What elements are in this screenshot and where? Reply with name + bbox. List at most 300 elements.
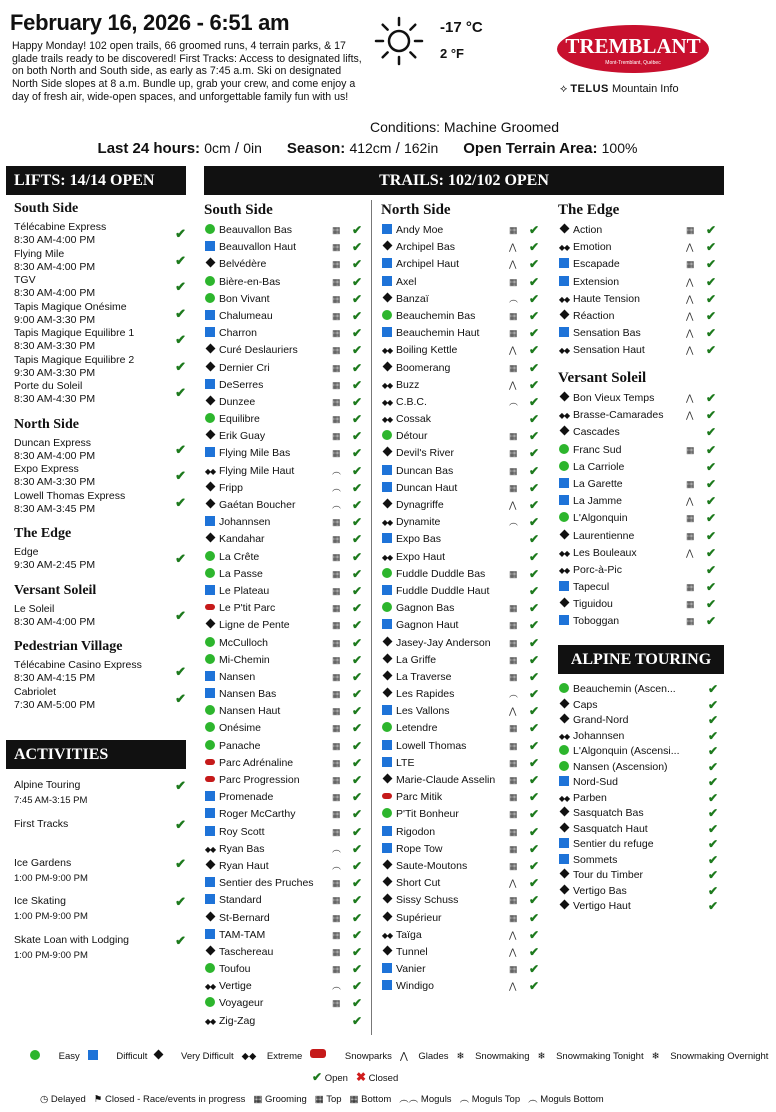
trail-name: Standard xyxy=(219,894,262,907)
trail-row[interactable] xyxy=(558,274,722,291)
sun-icon xyxy=(374,16,424,71)
open-check-icon: ✔ xyxy=(352,824,363,839)
lift-row[interactable] xyxy=(14,659,186,686)
trail-row[interactable] xyxy=(558,459,722,476)
difficult-icon xyxy=(205,826,215,836)
trail-row[interactable] xyxy=(558,442,722,459)
difficulty-symbol xyxy=(204,738,216,755)
grooming-icon: ▦ xyxy=(509,740,518,751)
difficult-icon xyxy=(382,533,392,543)
legend-label: Snowmaking Tonight xyxy=(553,1051,644,1062)
trail-name: Tour du Timber xyxy=(573,869,644,881)
trail-row[interactable] xyxy=(381,531,545,548)
legend-item xyxy=(315,1094,342,1105)
open-check-icon: ✔ xyxy=(352,687,363,702)
glades-icon: ⋀ xyxy=(686,276,694,287)
trail-name: Mi-Chemin xyxy=(219,653,270,666)
trail-row[interactable] xyxy=(558,493,722,510)
trail-row[interactable] xyxy=(204,222,368,239)
trail-row[interactable] xyxy=(204,978,368,995)
difficulty-symbol xyxy=(381,789,393,806)
trail-name: Réaction xyxy=(573,309,615,322)
trail-row[interactable] xyxy=(381,669,545,686)
alpine-touring-row[interactable] xyxy=(558,806,722,822)
trail-row[interactable] xyxy=(381,360,545,377)
trail-row[interactable] xyxy=(204,325,368,342)
very-difficult-icon xyxy=(205,361,215,371)
difficulty-symbol xyxy=(558,682,570,698)
trail-row[interactable] xyxy=(204,703,368,720)
trail-row[interactable] xyxy=(204,497,368,514)
difficulty-symbol xyxy=(381,480,393,497)
difficulty-symbol xyxy=(558,493,570,510)
alpine-touring-row[interactable] xyxy=(558,884,722,900)
activity-hours: 1:00 PM-9:00 PM xyxy=(14,950,88,962)
trail-row[interactable] xyxy=(381,944,545,961)
trail-row[interactable] xyxy=(204,824,368,841)
trail-row[interactable] xyxy=(381,411,545,428)
activity-row[interactable] xyxy=(14,778,186,817)
grooming-icon: ▦ xyxy=(332,740,341,751)
lift-row[interactable] xyxy=(14,327,186,354)
trail-name: Promenade xyxy=(219,791,274,804)
open-check-icon: ✔ xyxy=(708,713,719,727)
trail-row[interactable] xyxy=(381,961,545,978)
trail-row[interactable] xyxy=(204,566,368,583)
trail-row[interactable] xyxy=(558,579,722,596)
trail-row[interactable] xyxy=(381,566,545,583)
trail-row[interactable] xyxy=(204,360,368,377)
trail-row[interactable] xyxy=(381,858,545,875)
open-check-icon: ✔ xyxy=(529,669,540,684)
open-check-icon: ✔ xyxy=(529,498,540,512)
difficulty-symbol xyxy=(558,806,570,822)
difficult-icon xyxy=(382,843,392,853)
trail-name: La Crête xyxy=(219,550,260,563)
open-check-icon: ✔ xyxy=(352,738,363,753)
trail-row[interactable] xyxy=(381,738,545,755)
trail-row[interactable] xyxy=(204,961,368,978)
alpine-touring-row[interactable] xyxy=(558,837,722,853)
trail-row[interactable] xyxy=(204,910,368,927)
open-check-icon: ✔ xyxy=(352,532,363,547)
trail-row[interactable] xyxy=(558,424,722,441)
easy-icon xyxy=(205,705,215,715)
trail-row[interactable] xyxy=(204,806,368,823)
trail-name: C.B.C. xyxy=(396,395,427,408)
glades-icon: ⋀ xyxy=(509,259,517,270)
trail-row[interactable] xyxy=(381,480,545,497)
difficulty-symbol xyxy=(204,772,216,789)
difficulty-symbol xyxy=(204,566,216,583)
trail-row[interactable] xyxy=(381,549,545,566)
trail-row[interactable] xyxy=(204,1013,368,1030)
trail-row[interactable] xyxy=(558,222,722,239)
open-check-icon: ✔ xyxy=(706,614,717,629)
trail-row[interactable] xyxy=(381,497,545,514)
lift-hours: 8:30 AM-4:15 PM xyxy=(14,672,96,684)
grooming-icon: ▦ xyxy=(332,345,341,356)
trail-row[interactable] xyxy=(381,428,545,445)
alpine-touring-row[interactable] xyxy=(558,682,722,698)
trail-row[interactable] xyxy=(558,613,722,630)
difficulty-symbol xyxy=(204,686,216,703)
very-difficult-icon xyxy=(382,688,392,698)
trail-row[interactable] xyxy=(204,858,368,875)
alpine-touring-row[interactable] xyxy=(558,744,722,760)
alpine-touring-row[interactable] xyxy=(558,868,722,884)
grooming-icon: ▦ xyxy=(686,444,695,455)
legend-item xyxy=(94,1094,246,1105)
trail-row[interactable] xyxy=(381,806,545,823)
trail-row[interactable] xyxy=(381,274,545,291)
open-check-icon: ✔ xyxy=(352,463,363,478)
trail-name: Le P'tit Parc xyxy=(219,602,276,615)
lift-row[interactable] xyxy=(14,686,186,713)
difficult-icon xyxy=(559,615,569,625)
trail-row[interactable] xyxy=(381,239,545,256)
difficulty-symbol xyxy=(381,394,393,411)
lift-row[interactable] xyxy=(14,354,186,381)
trail-row[interactable] xyxy=(558,291,722,308)
difficulty-symbol xyxy=(204,411,216,428)
trail-row[interactable] xyxy=(381,927,545,944)
difficult-icon xyxy=(382,327,392,337)
difficult-icon xyxy=(559,776,569,786)
difficult-icon xyxy=(205,310,215,320)
trail-row[interactable] xyxy=(381,789,545,806)
open-check-icon: ✔ xyxy=(352,704,363,719)
difficult-icon xyxy=(382,258,392,268)
very-difficult-icon xyxy=(382,911,392,921)
very-difficult-icon xyxy=(382,774,392,784)
lift-row[interactable] xyxy=(14,380,186,407)
difficult-icon xyxy=(382,482,392,492)
open-check-icon: ✔ xyxy=(529,394,540,409)
trail-row[interactable] xyxy=(558,325,722,342)
difficulty-symbol xyxy=(204,308,216,325)
trail-row[interactable] xyxy=(558,407,722,424)
activity-row[interactable] xyxy=(14,817,186,856)
trail-row[interactable] xyxy=(204,927,368,944)
trail-row[interactable] xyxy=(204,875,368,892)
lift-hours: 8:30 AM-4:00 PM xyxy=(14,449,96,462)
trail-row[interactable] xyxy=(204,531,368,548)
open-check-icon: ✔ xyxy=(529,876,540,891)
activity-row[interactable] xyxy=(14,933,186,972)
alpine-touring-row[interactable] xyxy=(558,775,722,791)
trail-row[interactable] xyxy=(381,910,545,927)
lift-row[interactable] xyxy=(14,221,186,248)
difficulty-symbol xyxy=(558,853,570,869)
lift-hours: 9:00 AM-3:30 PM xyxy=(14,313,96,326)
trail-row[interactable] xyxy=(558,562,722,579)
open-check-icon: ✔ xyxy=(708,682,719,696)
trail-row[interactable] xyxy=(381,377,545,394)
grooming-icon: ▦ xyxy=(509,465,518,476)
easy-icon xyxy=(559,444,569,454)
legend-label: Grooming xyxy=(262,1094,307,1105)
very-difficult-icon xyxy=(559,698,569,708)
trail-row[interactable] xyxy=(204,256,368,273)
trail-row[interactable] xyxy=(558,596,722,613)
trail-name: Toufou xyxy=(219,963,251,976)
alpine-touring-row[interactable] xyxy=(558,713,722,729)
trail-row[interactable] xyxy=(381,978,545,995)
difficulty-symbol xyxy=(204,652,216,669)
very-difficult-icon xyxy=(382,636,392,646)
difficulty-symbol xyxy=(558,510,570,527)
trail-row[interactable] xyxy=(381,256,545,273)
lift-row[interactable] xyxy=(14,603,186,630)
trail-row[interactable] xyxy=(204,995,368,1012)
very-difficult-icon xyxy=(205,619,215,629)
trail-row[interactable] xyxy=(204,428,368,445)
trail-row[interactable] xyxy=(381,635,545,652)
trail-row[interactable] xyxy=(381,617,545,634)
trail-row[interactable] xyxy=(204,445,368,462)
grooming-icon: ▦ xyxy=(509,895,518,906)
easy-icon xyxy=(30,1051,48,1062)
lift-row[interactable] xyxy=(14,274,186,301)
glades-icon: ⋀ xyxy=(509,242,517,253)
open-check-icon: ✔ xyxy=(352,549,363,564)
telus-text: Mountain Info xyxy=(611,83,679,95)
trail-row[interactable] xyxy=(204,944,368,961)
open-check-icon: ✔ xyxy=(708,728,719,743)
open-check-icon: ✔ xyxy=(352,480,363,495)
open-check-icon: ✔ xyxy=(529,412,540,427)
trail-row[interactable] xyxy=(204,239,368,256)
grooming-icon: ▦ xyxy=(332,551,341,562)
alpine-touring-row[interactable] xyxy=(558,760,722,776)
trail-row[interactable] xyxy=(204,686,368,703)
trail-row[interactable] xyxy=(558,476,722,493)
trail-row[interactable] xyxy=(204,549,368,566)
grooming-icon: ▦ xyxy=(332,878,341,889)
trail-row[interactable] xyxy=(381,600,545,617)
trail-row[interactable] xyxy=(558,239,722,256)
open-check-icon: ✔ xyxy=(708,759,719,774)
easy-icon xyxy=(382,808,392,818)
difficulty-symbol xyxy=(558,698,570,714)
moguls-top-icon: ︵ xyxy=(459,1094,470,1105)
alpine-touring-row[interactable] xyxy=(558,822,722,838)
trail-row[interactable] xyxy=(381,755,545,772)
open-check-icon: ✔ xyxy=(706,597,717,612)
very-difficult-icon xyxy=(382,877,392,887)
open-check-icon: ✔ xyxy=(706,459,717,474)
trail-row[interactable] xyxy=(381,394,545,411)
very-difficult-icon xyxy=(559,426,569,436)
easy-icon xyxy=(205,224,215,234)
glades-icon: ⋀ xyxy=(509,706,517,717)
trail-row[interactable] xyxy=(204,635,368,652)
alpine-touring-row[interactable] xyxy=(558,729,722,745)
legend-label: Top xyxy=(323,1094,342,1105)
trail-row[interactable] xyxy=(381,514,545,531)
difficulty-symbol xyxy=(558,868,570,884)
trail-row[interactable] xyxy=(204,308,368,325)
trail-row[interactable] xyxy=(381,652,545,669)
alpine-touring-row[interactable] xyxy=(558,698,722,714)
difficulty-symbol xyxy=(381,720,393,737)
alpine-touring-row[interactable] xyxy=(558,899,722,915)
trail-row[interactable] xyxy=(204,394,368,411)
trail-row[interactable] xyxy=(204,583,368,600)
trail-name: Devil's River xyxy=(396,447,455,460)
trail-row[interactable] xyxy=(381,583,545,600)
grooming-icon: ▦ xyxy=(332,620,341,631)
activity-hours: 1:00 PM-9:00 PM xyxy=(14,872,88,884)
trail-name: Rigodon xyxy=(396,825,436,838)
trail-row[interactable] xyxy=(381,875,545,892)
difficulty-symbol xyxy=(558,596,570,613)
trail-name: Bon Vivant xyxy=(219,292,270,305)
trail-row[interactable] xyxy=(381,892,545,909)
easy-icon xyxy=(205,637,215,647)
trail-row[interactable] xyxy=(558,308,722,325)
grooming-icon: ▦ xyxy=(686,582,695,593)
grooming-icon: ▦ xyxy=(509,603,518,614)
trail-row[interactable] xyxy=(381,772,545,789)
difficulty-symbol xyxy=(204,360,216,377)
open-check-icon: ✔ xyxy=(352,291,363,306)
legend-label: Glades xyxy=(415,1051,449,1062)
trail-row[interactable] xyxy=(204,274,368,291)
open-check-icon: ✔ xyxy=(352,876,363,891)
difficulty-symbol xyxy=(381,910,393,927)
open-check-icon: ✔ xyxy=(352,360,363,375)
grooming-top-icon: ▦ xyxy=(314,1094,324,1105)
trail-row[interactable] xyxy=(204,789,368,806)
trail-row[interactable] xyxy=(381,342,545,359)
lift-row[interactable] xyxy=(14,463,186,490)
lift-row[interactable] xyxy=(14,546,186,573)
trail-name: Action xyxy=(573,224,603,236)
difficulty-symbol xyxy=(381,772,393,789)
easy-icon xyxy=(559,512,569,522)
trail-row[interactable] xyxy=(381,291,545,308)
open-check-icon: ✔ xyxy=(706,580,717,595)
difficulty-symbol xyxy=(204,720,216,737)
lift-row[interactable] xyxy=(14,248,186,275)
trail-name: Cascades xyxy=(573,426,620,439)
trail-name: La Traverse xyxy=(396,670,452,683)
trail-name: Chalumeau xyxy=(219,309,273,322)
trail-name: Fripp xyxy=(219,481,243,494)
trail-row[interactable] xyxy=(381,841,545,858)
trail-row[interactable] xyxy=(558,342,722,359)
trail-row[interactable] xyxy=(204,463,368,480)
trail-row[interactable] xyxy=(204,291,368,308)
difficulty-symbol xyxy=(204,824,216,841)
trail-row[interactable] xyxy=(381,824,545,841)
trail-row[interactable] xyxy=(204,738,368,755)
lift-row[interactable] xyxy=(14,490,186,517)
trail-row[interactable] xyxy=(204,669,368,686)
trail-row[interactable] xyxy=(558,545,722,562)
trail-name: Dernier Cri xyxy=(219,361,270,374)
difficulty-symbol xyxy=(204,910,216,927)
grooming-icon: ▦ xyxy=(332,225,341,235)
trail-row[interactable] xyxy=(204,377,368,394)
trail-row[interactable] xyxy=(204,480,368,497)
trail-row[interactable] xyxy=(204,652,368,669)
trail-row[interactable] xyxy=(381,445,545,462)
trail-row[interactable] xyxy=(204,841,368,858)
trail-row[interactable] xyxy=(381,463,545,480)
trail-name: Roger McCarthy xyxy=(219,808,296,821)
trail-name: Marie-Claude Asselin xyxy=(396,774,496,786)
trail-name: Axel xyxy=(396,275,417,288)
trail-row[interactable] xyxy=(381,308,545,325)
difficulty-symbol xyxy=(204,514,216,531)
alpine-touring-row[interactable] xyxy=(558,853,722,869)
lift-row[interactable] xyxy=(14,437,186,464)
activity-row[interactable] xyxy=(14,856,186,895)
trail-row[interactable] xyxy=(558,256,722,273)
difficulty-symbol xyxy=(204,239,216,256)
grooming-icon: ▦ xyxy=(332,637,341,648)
trail-row[interactable] xyxy=(204,411,368,428)
trail-row[interactable] xyxy=(381,720,545,737)
difficult-icon xyxy=(205,516,215,526)
difficulty-symbol xyxy=(204,703,216,720)
difficulty-symbol xyxy=(381,824,393,841)
difficulty-symbol xyxy=(204,256,216,273)
alpine-touring-row[interactable] xyxy=(558,791,722,807)
grooming-icon: ▦ xyxy=(332,310,341,321)
very-difficult-icon xyxy=(205,533,215,543)
very-difficult-icon xyxy=(382,945,392,955)
trail-row[interactable] xyxy=(381,325,545,342)
difficulty-symbol xyxy=(204,875,216,892)
trail-row[interactable] xyxy=(204,755,368,772)
trail-name: Sissy Schuss xyxy=(396,894,459,907)
difficult-icon xyxy=(382,585,392,595)
open-check-icon: ✔ xyxy=(352,996,363,1011)
open-check-icon: ✔ xyxy=(352,240,363,255)
lift-row[interactable] xyxy=(14,301,186,328)
trail-row[interactable] xyxy=(204,342,368,359)
open-check-icon: ✔ xyxy=(706,343,717,358)
trail-row[interactable] xyxy=(204,600,368,617)
trail-row[interactable] xyxy=(204,892,368,909)
trail-row[interactable] xyxy=(204,514,368,531)
trail-row[interactable] xyxy=(204,772,368,789)
trail-row[interactable] xyxy=(204,617,368,634)
open-check-icon: ✔ xyxy=(529,480,540,495)
activity-row[interactable] xyxy=(14,894,186,933)
difficulty-symbol xyxy=(204,944,216,961)
trail-row[interactable] xyxy=(204,720,368,737)
trail-row[interactable] xyxy=(558,528,722,545)
trail-row[interactable] xyxy=(558,510,722,527)
trail-row[interactable] xyxy=(381,686,545,703)
open-check-icon: ✔ xyxy=(312,1070,323,1084)
difficult-icon xyxy=(205,327,215,337)
trail-row[interactable] xyxy=(558,390,722,407)
trail-row[interactable] xyxy=(381,703,545,720)
trail-name: Flying Mile Haut xyxy=(219,464,295,477)
difficulty-symbol xyxy=(558,837,570,853)
grooming-icon: ▦ xyxy=(332,792,341,803)
grooming-icon: ▦ xyxy=(686,616,695,627)
trail-row[interactable] xyxy=(381,222,545,239)
last24-cm: 0cm xyxy=(204,140,231,156)
lift-group-title: North Side xyxy=(14,416,79,432)
